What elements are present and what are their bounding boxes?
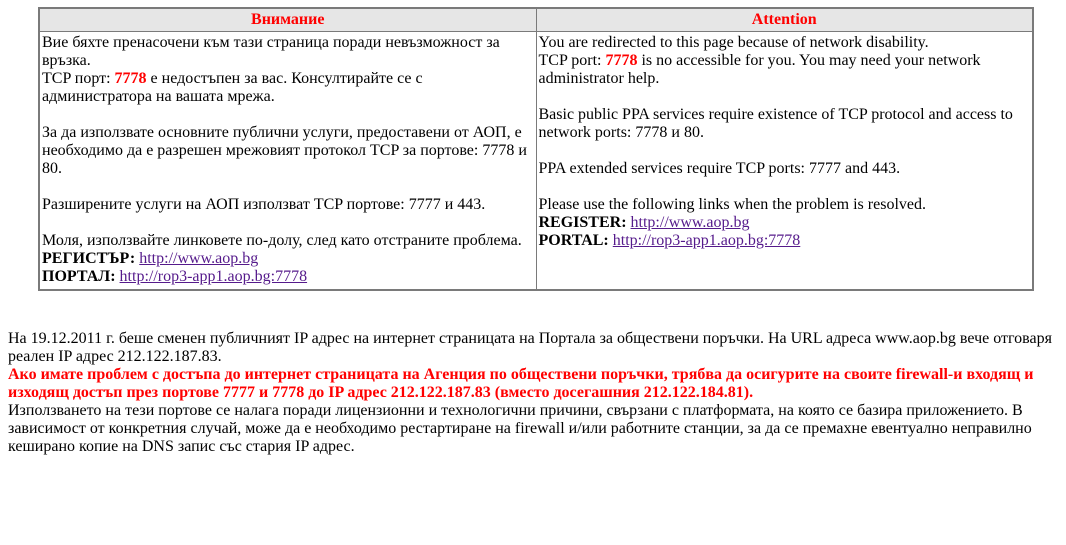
bg-portal-label: ПОРТАЛ: [42, 268, 116, 285]
notice-header-row [39, 8, 1033, 32]
bg-register-label: РЕГИСТЪР: [42, 250, 136, 267]
bg-register-link[interactable]: http://www.aop.bg [139, 250, 259, 267]
en-register-label: REGISTER: [538, 214, 627, 231]
en-portal-label: PORTAL: [538, 232, 609, 249]
bg-tcp-prefix: TCP порт: [42, 70, 115, 87]
en-tcp-prefix: TCP port: [538, 52, 606, 69]
ip-change-info: На 19.12.2011 г. беше сменен публичният IP адрес на интернет страницата на Портала за обществени поръчки. На URL адреса www.aop.bg вече отговаря реален IP адрес 212.122.187.83. [8, 330, 1052, 365]
bg-portal-link[interactable]: http://rop3-app1.aop.bg:7778 [119, 268, 308, 285]
bg-links-instruction: Моля, използвайте линковете по-долу, след като отстраните проблема. [42, 232, 522, 249]
header-english: Attention [536, 8, 1033, 32]
firewall-warning: Ако имате проблем с достъпа до интернет страницата на Агенция по обществени поръчки, трябва да осигурите на своите firewall-и входящ и изходящ достъп през портове 7777 и 7778 до IP адрес 212.122.187.83 (вместо досегашния 212.122.184.81). [8, 366, 1034, 401]
header-bulgarian: Внимание [39, 8, 536, 32]
en-redirect-text: You are redirected to this page because of network disability. [538, 34, 929, 51]
bg-extended-services-text: Разширените услуги на АОП използват TCP портове: 7777 и 443. [42, 196, 486, 213]
bg-tcp-suffix: е недостъпен за вас. Консултирайте се с администратора на вашата мрежа. [42, 70, 423, 105]
notice-table [38, 7, 1034, 291]
en-links-instruction: Please use the following links when the problem is resolved. [538, 196, 926, 213]
notice-body-row [39, 32, 1033, 291]
en-tcp-port: 7778 [605, 52, 638, 69]
en-register-link[interactable]: http://www.aop.bg [630, 214, 750, 231]
en-basic-services-text: Basic public PPA services require existence of TCP protocol and access to network ports: 7778 и 80. [538, 106, 1013, 141]
bg-tcp-port: 7778 [114, 70, 147, 87]
en-tcp-suffix: is no accessible for you. You may need your network administrator help. [538, 52, 981, 87]
english-notice [536, 32, 1033, 291]
en-portal-link[interactable]: http://rop3-app1.aop.bg:7778 [612, 232, 801, 249]
bulgarian-notice [39, 32, 536, 291]
ip-change-notice [8, 330, 1058, 456]
bg-basic-services-text: За да използвате основните публични услуги, предоставени от АОП, е необходимо да е разрешен мрежовият протокол TCP за портове: 7778 и 80. [42, 124, 527, 177]
bg-redirect-text: Вие бяхте пренасочени към тази страница поради невъзможност за връзка. [42, 34, 500, 69]
en-extended-services-text: PPA extended services require TCP ports: 7777 and 443. [538, 160, 901, 177]
port-usage-explanation: Използването на тези портове се налага поради лицензионни и технологични причини, свързани с платформата, на която се базира приложението. В зависимост от конкретния случай, може да е необходимо рестартиране на firewall и/или работните станции, за да се премахне евентуално неправилно кеширано копие на DNS запис със стария IP адрес. [8, 402, 1032, 455]
